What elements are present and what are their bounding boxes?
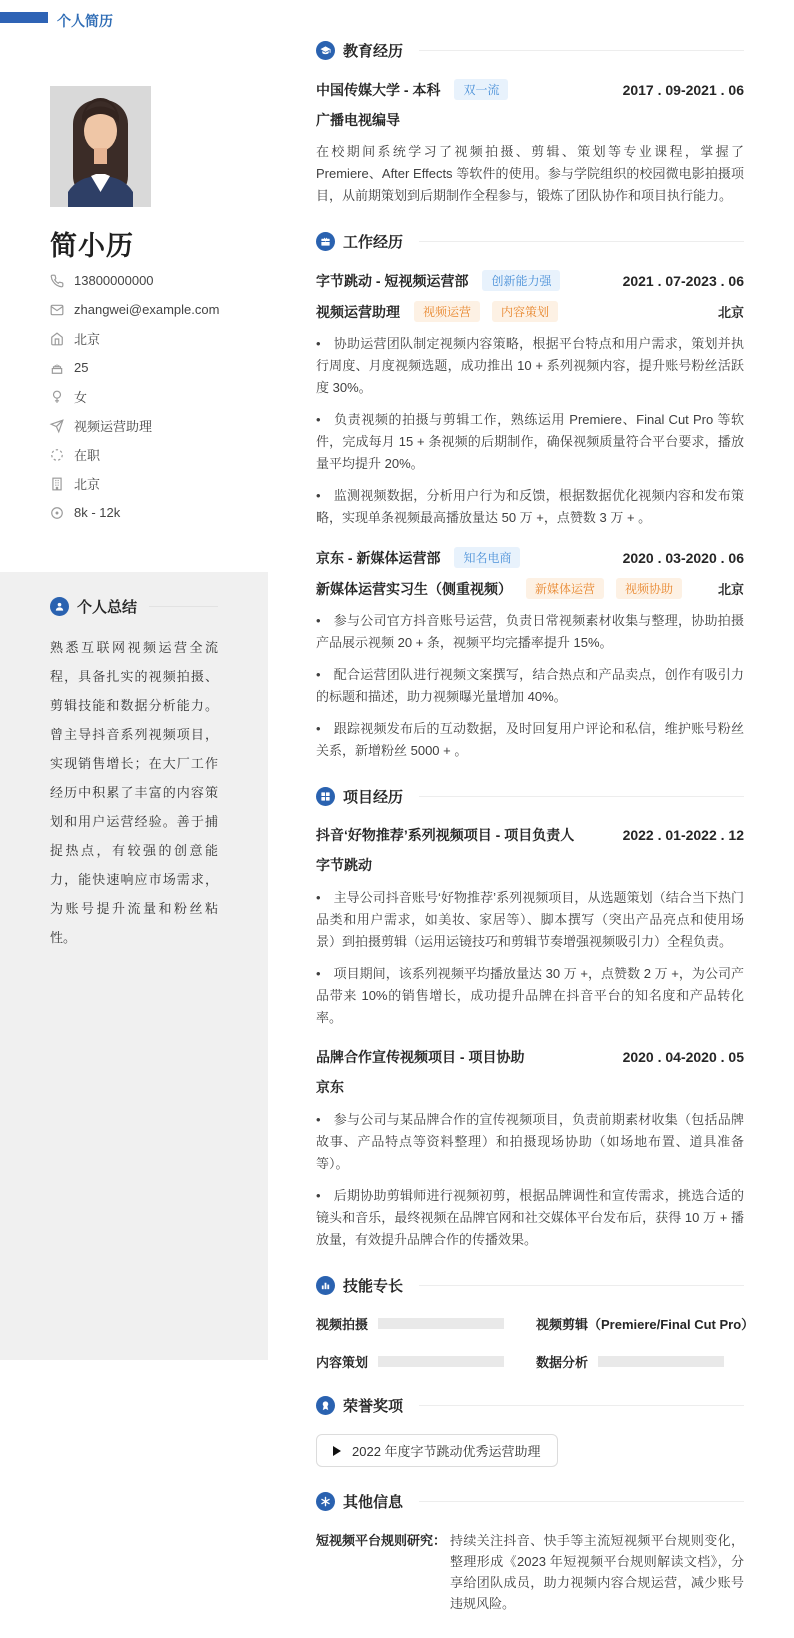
honors-title: 荣誉奖项 [343,1398,404,1415]
contact-status-text: 在职 [74,448,101,463]
projects-header [316,786,744,807]
project-name: 抖音‘好物推荐’系列视频项目 - 项目负责人 [316,827,575,843]
work-bullet: • 参与公司官方抖音账号运营，负责日常视频素材收集与整理，协助拍摄产品展示视频 20 + 条，视频平均完播率提升 15%。 [316,610,744,654]
honors-header [316,1395,744,1416]
role-name: 新媒体运营实习生（侧重视频） [316,580,512,597]
project-date: 2022 . 01-2022 . 12 [622,827,744,843]
other-info-label: 短视频平台规则研究： [316,1533,447,1548]
skill-item [536,1314,755,1333]
skill-item [316,1352,536,1371]
skill-bar [598,1356,724,1367]
asterisk-icon [316,1492,335,1511]
contact-home-city [50,324,270,353]
summary-section-header [50,596,218,617]
divider [149,606,218,607]
honors-section [316,1395,744,1467]
salary-target-icon [50,506,64,520]
other-info-item [316,1530,744,1614]
work-title: 工作经历 [343,234,404,251]
skill-label: 视频剪辑（Premiere/Final Cut Pro） [536,1317,755,1332]
work-bullet: • 配合运营团队进行视频文案撰写，结合热点和产品卖点，创作有吸引力的标题和描述，助力视频曝光量增加 40%。 [316,664,744,708]
header-accent-bar [0,12,48,23]
other-info-text: 持续关注抖音、快手等主流短视频平台规则变化，整理形成《2023 年短视频平台规则解读文档》，分享给团队成员，助力视频内容合规运营，减少账号违规风险。 [450,1533,744,1611]
projects-title: 项目经历 [343,789,404,806]
contact-job-intention [50,411,270,440]
phone-icon [50,274,64,288]
role-tag: 内容策划 [492,301,558,322]
contact-list [50,266,270,527]
skill-label: 内容策划 [316,1355,369,1370]
work-entry-jd [316,547,744,762]
work-bullet: • 监测视频数据，分析用户行为和反馈，根据数据优化视频内容和发布策略，实现单条视频最高播放量达 50 万 +，点赞数 3 万 + 。 [316,485,744,529]
contact-status [50,440,270,469]
project-entry-douyin [316,825,744,1029]
work-section [316,231,744,762]
contact-age [50,353,270,382]
major-name: 广播电视编导 [316,112,400,128]
mail-icon [50,303,64,317]
divider [419,1285,744,1286]
education-date: 2017 . 09-2021 . 06 [622,81,744,98]
education-description: 在校期间系统学习了视频拍摄、剪辑、策划等专业课程，掌握了 Premiere、After Effects 等软件的使用。参与学院组织的校园微电影拍摄项目，从前期策划到后期制作全程参与，锻炼了团队协作和项目执行能力。 [316,144,744,203]
contact-home-city-text: 北京 [74,332,101,347]
contact-city [50,469,270,498]
education-section [316,40,744,207]
contact-city-text: 北京 [74,477,101,492]
contact-email [50,295,270,324]
divider [419,50,744,51]
divider [419,241,744,242]
divider [419,1501,744,1502]
skill-item [316,1314,536,1333]
work-bullet: • 协助运营团队制定视频内容策略，根据平台特点和用户需求，策划并执行周度、月度视频选题，成功推出 10 + 系列视频内容，提升账号粉丝活跃度 30%。 [316,333,744,399]
work-bullet: • 跟踪视频发布后的互动数据，及时回复用户评论和私信，维护账号粉丝关系，新增粉丝 5000 + 。 [316,718,744,762]
honor-item[interactable] [316,1434,558,1467]
skill-bar [378,1318,504,1329]
education-entry [316,79,744,207]
graduation-cap-icon [316,41,335,60]
company-tag: 创新能力强 [482,270,560,291]
education-title: 教育经历 [343,43,404,60]
status-icon [50,448,64,462]
page-title: 个人简历 [57,13,113,29]
skills-header [316,1275,744,1296]
grid-icon [316,787,335,806]
skills-title: 技能专长 [343,1278,404,1295]
personal-summary-panel [0,572,268,1360]
company-name: 京东 - 新媒体运营部 [316,549,441,566]
gender-icon [50,390,64,404]
work-date: 2021 . 07-2023 . 06 [622,272,744,289]
projects-section [316,786,744,1251]
skill-label: 视频拍摄 [316,1317,369,1332]
contact-phone [50,266,270,295]
work-location: 北京 [717,582,744,597]
contact-salary-text: 8k - 12k [74,505,121,520]
summary-title: 个人总结 [77,599,138,616]
contact-age-text: 25 [74,360,89,375]
project-bullet: • 后期协助剪辑师进行视频初剪，根据品牌调性和宣传需求，挑选合适的镜头和音乐，最终视频在品牌官网和社交媒体平台发布后，获得 10 万 + 播放量，有效提升品牌合作的传播效果。 [316,1185,744,1251]
contact-email-text: zhangwei@example.com [74,302,220,317]
project-bullet: • 主导公司抖音账号‘好物推荐’系列视频项目，从选题策划（结合当下热门品类和用户需求，如美妆、家居等）、脚本撰写（突出产品亮点和使用场景）到拍摄剪辑（运用运镜技巧和剪辑节奏增强视频吸引力）全程负责。 [316,887,744,953]
skills-grid [316,1314,755,1371]
divider [419,1405,744,1406]
other-info-section [316,1491,744,1614]
contact-gender-text: 女 [74,390,88,405]
company-tag: 知名电商 [454,547,520,568]
work-bullet: • 负责视频的拍摄与剪辑工作，熟练运用 Premiere、Final Cut Pro 等软件，完成每月 15 + 条视频的后期制作，确保视频质量符合平台要求，播放量平均提升 20%。 [316,409,744,475]
home-icon [50,332,64,346]
skills-section [316,1275,755,1371]
role-tag: 视频协助 [616,578,682,599]
city-building-icon [50,477,64,491]
project-org: 字节跳动 [316,857,372,873]
school-tag: 双一流 [454,79,508,100]
bar-chart-icon [316,1276,335,1295]
medal-icon [316,1396,335,1415]
job-intention-icon [50,419,64,433]
contact-job-intention-text: 视频运营助理 [74,419,153,434]
play-icon [333,1446,341,1456]
work-entry-bytedance [316,270,744,529]
skill-label: 数据分析 [536,1355,589,1370]
other-info-title: 其他信息 [343,1494,404,1511]
contact-phone-text: 13800000000 [74,273,154,288]
project-date: 2020 . 04-2020 . 05 [622,1049,744,1065]
person-icon [50,597,69,616]
contact-salary [50,498,270,527]
work-header [316,231,744,252]
company-name: 字节跳动 - 短视频运营部 [316,272,469,289]
project-entry-brand [316,1047,744,1251]
divider [419,796,744,797]
profile-photo [50,86,151,207]
candidate-name: 简小历 [50,231,134,261]
education-header [316,40,744,61]
main-column [316,40,755,1638]
work-location: 北京 [717,305,744,320]
project-name: 品牌合作宣传视频项目 - 项目协助 [316,1049,525,1065]
project-org: 京东 [316,1079,344,1095]
project-bullet: • 项目期间，该系列视频平均播放量达 30 万 +，点赞数 2 万 +，为公司产品带来 10%的销售增长，成功提升品牌在抖音平台的知名度和产品转化率。 [316,963,744,1029]
role-tag: 新媒体运营 [526,578,604,599]
work-date: 2020 . 03-2020 . 06 [622,549,744,566]
role-name: 视频运营助理 [316,303,400,320]
other-info-header [316,1491,744,1512]
summary-text: 熟悉互联网视频运营全流程，具备扎实的视频拍摄、剪辑技能和数据分析能力。曾主导抖音系列视频项目，实现销售增长；在大厂工作经历中积累了丰富的内容策划和用户运营经验。善于捕捉热点，有较强的创意能力，能快速响应市场需求，为账号提升流量和粉丝粘性。 [50,640,218,945]
project-bullet: • 参与公司与某品牌合作的宣传视频项目，负责前期素材收集（包括品牌故事、产品特点等资料整理）和拍摄现场协助（如场地布置、道具准备等）。 [316,1109,744,1175]
briefcase-icon [316,232,335,251]
skill-bar [378,1356,504,1367]
age-cake-icon [50,361,64,375]
contact-gender [50,382,270,411]
honor-text: 2022 年度字节跳动优秀运营助理 [352,1444,541,1459]
skill-item [536,1352,744,1371]
school-name: 中国传媒大学 - 本科 [316,81,441,98]
role-tag: 视频运营 [414,301,480,322]
